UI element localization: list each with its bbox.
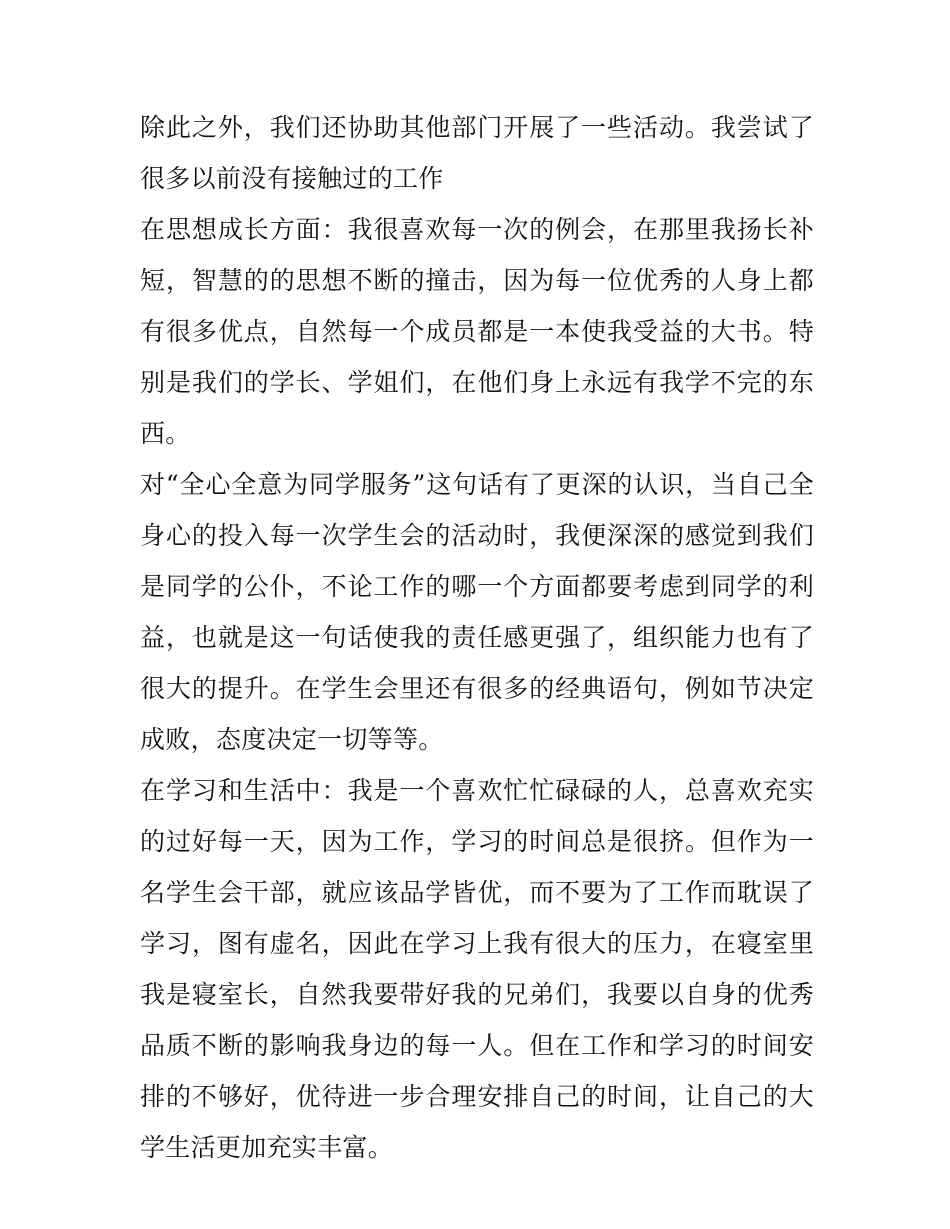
paragraph-thought-growth: 在思想成长方面：我很喜欢每一次的例会，在那里我扬长补短，智慧的的思想不断的撞击，因为每一位优秀的人身上都有很多优点，自然每一个成员都是一本使我受益的大书。特别是我们的学长、学姐们，在他们身上永远有我学不完的东西。 <box>140 215 814 448</box>
paragraph-study-and-life: 在学习和生活中：我是一个喜欢忙忙碌碌的人，总喜欢充实的过好每一天，因为工作，学习的时间总是很挤。但作为一名学生会干部，就应该品学皆优，而不要为了工作而耽误了学习，图有虚名，因此在学习上我有很大的压力，在寝室里我是寝室长，自然我要带好我的兄弟们，我要以自身的优秀品质不断的影响我身边的每一人。但在工作和学习的时间安排的不够好，优待进一步合理安排自己的时间，让自己的大学生活更加充实丰富。 <box>140 776 814 1162</box>
paragraph-other-activities: 除此之外，我们还协助其他部门开展了一些活动。我尝试了很多以前没有接触过的工作 <box>140 113 814 193</box>
paragraph-serve-students: 对“全心全意为同学服务”这句话有了更深的认识，当自己全身心的投入每一次学生会的活动时，我便深深的感觉到我们是同学的公仆，不论工作的哪一个方面都要考虑到同学的利益，也就是这一句话使我的责任感更强了，组织能力也有了很大的提升。在学生会里还有很多的经典语句，例如节决定成败，态度决定一切等等。 <box>140 470 814 754</box>
document-body <box>140 102 814 1173</box>
